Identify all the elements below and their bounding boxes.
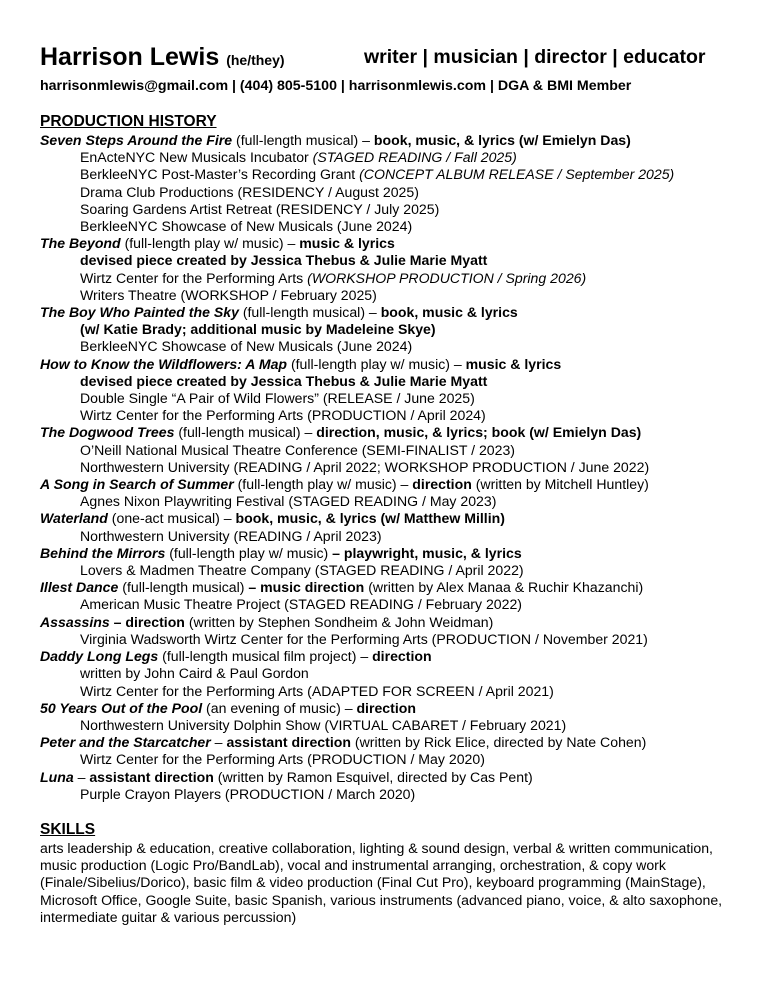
history-text-segment: assistant direction <box>226 734 351 751</box>
history-text-segment: (written by Ramon Esquivel, directed by Cas Pent) <box>213 768 533 785</box>
history-text-segment: Drama Club Productions (RESIDENCY / August 2025) <box>80 183 419 200</box>
history-text-segment: Wirtz Center for the Performing Arts (PRODUCTION / April 2024) <box>80 407 486 424</box>
history-text-segment: (full-length musical) <box>118 579 249 596</box>
history-text-segment: book, music, & lyrics (w/ Matthew Millin) <box>235 510 505 527</box>
history-text-segment: (one-act musical) – <box>107 510 236 527</box>
history-entry-title-line <box>40 304 740 321</box>
history-text-segment: Northwestern University (READING / April 2022; WORKSHOP PRODUCTION / June 2022) <box>80 458 650 475</box>
history-text-segment: (written by Alex Manaa & Ruchir Khazanchi) <box>364 579 644 596</box>
skills-text: arts leadership & education, creative collaboration, lighting & sound design, verbal & written communication, music production (Logic Pro/BandLab), vocal and instrumental arranging, orchestration, & copy work (Finale/Sibelius/Dorico), basic film & video production (Final Cut Pro), keyboard programming (MainStage), Microsoft Office, Google Suite, basic Spanish, various instruments (advanced piano, voice, & alto saxophone, intermediate guitar & various percussion) <box>40 839 723 925</box>
history-text-segment: book, music, & lyrics (w/ Emielyn Das) <box>373 132 631 148</box>
history-text-segment: (full-length play w/ music) – <box>287 355 466 372</box>
history-text-segment: (CONCEPT ALBUM RELEASE / September 2025) <box>359 166 675 183</box>
history-text-segment: (w/ Katie Brady; additional music by Madeleine Skye) <box>80 321 436 338</box>
history-text-segment: Daddy Long Legs <box>40 648 159 665</box>
name-heading <box>40 42 285 75</box>
history-text-segment: (WORKSHOP PRODUCTION / Spring 2026) <box>307 269 587 286</box>
history-text-segment: Wirtz Center for the Performing Arts (ADAPTED FOR SCREEN / April 2021) <box>80 682 554 699</box>
resume-page <box>40 42 740 926</box>
history-text-segment: The Beyond <box>40 235 121 252</box>
history-detail-line <box>40 184 740 201</box>
history-text-segment: (full-length musical) – <box>238 304 381 321</box>
history-text-segment: (full-length musical) – <box>232 132 374 148</box>
history-text-segment: Wirtz Center for the Performing Arts <box>80 269 308 286</box>
history-detail-line <box>40 596 740 613</box>
history-text-segment: Luna <box>40 768 74 785</box>
history-text-segment: Northwestern University (READING / April 2023) <box>80 527 382 544</box>
history-detail-line <box>40 218 740 235</box>
history-text-segment: devised piece created by Jessica Thebus & Julie Marie Myatt <box>80 372 488 389</box>
history-text-segment: (full-length musical film project) – <box>158 648 373 665</box>
history-detail-line <box>40 287 740 304</box>
history-entry-title-line <box>40 235 740 252</box>
history-entry-title-line <box>40 579 740 596</box>
roles-heading: writer | musician | director | educator <box>364 46 706 68</box>
full-name: Harrison Lewis <box>40 43 220 71</box>
history-text-segment: – <box>210 734 227 751</box>
history-detail-line <box>40 631 740 648</box>
history-text-segment: BerkleeNYC Showcase of New Musicals (June 2024) <box>80 338 413 355</box>
skills-section <box>40 820 740 926</box>
history-detail-line <box>40 338 740 355</box>
history-text-segment: (written by Rick Elice, directed by Nate Cohen) <box>350 734 647 751</box>
history-text-segment: Illest Dance <box>40 579 119 596</box>
resume-header <box>40 42 740 72</box>
history-text-segment: – direction <box>109 613 185 630</box>
history-detail-line <box>40 493 740 510</box>
history-text-segment: (STAGED READING / Fall 2025) <box>312 149 517 166</box>
history-text-segment: BerkleeNYC Post-Master’s Recording Grant <box>80 166 360 183</box>
history-text-segment: How to Know the Wildflowers: A Map <box>40 355 288 372</box>
contact-line: harrisonmlewis@gmail.com | (404) 805-5100 | harrisonmlewis.com | DGA & BMI Member <box>40 78 632 94</box>
history-text-segment: Seven Steps Around the Fire <box>40 132 233 148</box>
history-text-segment: Double Single “A Pair of Wild Flowers” (RELEASE / June 2025) <box>80 390 475 407</box>
history-detail-line <box>40 459 740 476</box>
history-text-segment: The Dogwood Trees <box>40 424 175 441</box>
history-entry-title-line <box>40 769 740 786</box>
history-text-segment: (written by Stephen Sondheim & John Weidman) <box>184 613 494 630</box>
skills-title: SKILLS <box>40 820 96 838</box>
history-text-segment: Purple Crayon Players (PRODUCTION / March 2020) <box>80 785 416 802</box>
history-text-segment: (written by Mitchell Huntley) <box>471 476 649 493</box>
history-entry-title-line <box>40 648 740 665</box>
history-entry-title-line <box>40 476 740 493</box>
history-entry-title-line <box>40 510 740 527</box>
history-text-segment: (full-length play w/ music) – <box>233 476 413 493</box>
history-text-segment: – playwright, music, & lyrics <box>332 544 522 561</box>
history-text-segment: assistant direction <box>89 768 214 785</box>
history-detail-line <box>40 407 740 424</box>
history-text-segment: book, music & lyrics <box>380 304 518 321</box>
history-detail-line <box>40 665 740 682</box>
history-detail-line <box>40 751 740 768</box>
history-text-segment: Agnes Nixon Playwriting Festival (STAGED READING / May 2023) <box>80 493 497 510</box>
history-text-segment: – music direction <box>248 579 365 596</box>
history-text-segment: BerkleeNYC Showcase of New Musicals (June 2024) <box>80 218 413 235</box>
history-detail-line <box>40 562 740 579</box>
history-text-segment: music & lyrics <box>299 235 395 252</box>
history-text-segment: American Music Theatre Project (STAGED READING / February 2022) <box>80 596 523 613</box>
history-text-segment: (full-length play w/ music) <box>165 544 333 561</box>
history-detail-line <box>40 528 740 545</box>
history-detail-line <box>40 270 740 287</box>
history-detail-line <box>40 786 740 803</box>
history-detail-line <box>40 321 740 338</box>
history-text-segment: The Boy Who Painted the Sky <box>40 304 239 321</box>
history-text-segment: Soaring Gardens Artist Retreat (RESIDENCY / July 2025) <box>80 200 440 217</box>
history-detail-line <box>40 149 740 166</box>
history-text-segment: Assassins <box>40 613 110 630</box>
history-detail-line <box>40 390 740 407</box>
history-text-segment: (full-length musical) – <box>174 424 317 441</box>
history-text-segment: A Song in Search of Summer <box>40 476 234 493</box>
history-text-segment: direction, music, & lyrics; book (w/ Emielyn Das) <box>316 424 642 441</box>
history-entry-title-line <box>40 700 740 717</box>
history-text-segment: written by John Caird & Paul Gordon <box>80 665 309 682</box>
history-detail-line <box>40 166 740 183</box>
history-entry-title-line <box>40 545 740 562</box>
production-history-title: PRODUCTION HISTORY <box>40 113 217 130</box>
history-text-segment: – <box>73 768 90 785</box>
history-detail-line <box>40 683 740 700</box>
history-text-segment: (an evening of music) – <box>202 699 357 716</box>
history-text-segment: direction <box>356 699 416 716</box>
history-text-segment: Virginia Wadsworth Wirtz Center for the Performing Arts (PRODUCTION / November 2021) <box>80 630 648 647</box>
history-detail-line <box>40 201 740 218</box>
production-history-section <box>40 112 740 803</box>
history-entry-title-line <box>40 614 740 631</box>
history-text-segment: direction <box>412 476 472 493</box>
history-entry-title-line <box>40 356 740 373</box>
history-text-segment: Wirtz Center for the Performing Arts (PRODUCTION / May 2020) <box>80 751 485 768</box>
history-entry-title-line <box>40 734 740 751</box>
history-detail-line <box>40 252 740 269</box>
history-text-segment: devised piece created by Jessica Thebus & Julie Marie Myatt <box>80 252 488 269</box>
history-text-segment: music & lyrics <box>465 355 562 372</box>
history-entry-title-line <box>40 424 740 441</box>
history-text-segment: 50 Years Out of the Pool <box>40 699 203 716</box>
history-text-segment: Waterland <box>40 510 108 527</box>
history-text-segment: Northwestern University Dolphin Show (VIRTUAL CABARET / February 2021) <box>80 716 567 733</box>
history-entry-title-line <box>40 132 740 149</box>
history-text-segment: Behind the Mirrors <box>40 544 166 561</box>
pronouns: (he/they) <box>226 52 285 68</box>
production-history-list <box>40 132 740 803</box>
history-detail-line <box>40 442 740 459</box>
history-text-segment: EnActeNYC New Musicals Incubator <box>80 149 313 166</box>
history-text-segment: Peter and the Starcatcher <box>40 734 211 751</box>
history-text-segment: Writers Theatre (WORKSHOP / February 2025) <box>80 286 377 303</box>
history-text-segment: direction <box>372 648 432 665</box>
history-detail-line <box>40 373 740 390</box>
history-text-segment: O’Neill National Musical Theatre Conference (SEMI-FINALIST / 2023) <box>80 441 515 458</box>
history-text-segment: Lovers & Madmen Theatre Company (STAGED READING / April 2022) <box>80 562 524 579</box>
history-detail-line <box>40 717 740 734</box>
history-text-segment: (full-length play w/ music) – <box>120 235 300 252</box>
